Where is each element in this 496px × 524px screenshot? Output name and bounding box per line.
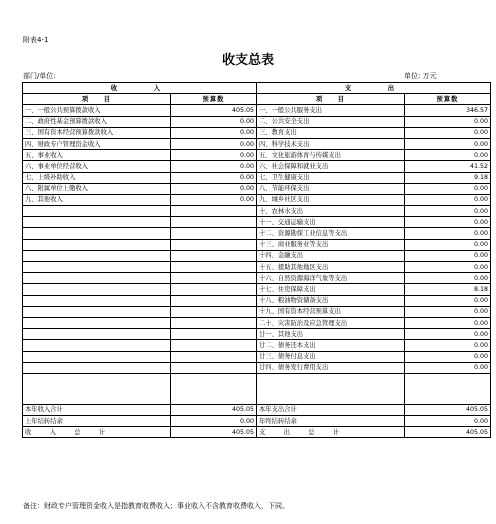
expense-item-cell: 十一、交通运输支出 bbox=[257, 217, 405, 228]
income-item-cell bbox=[23, 239, 171, 250]
summary-right-item: 年终结转结余 bbox=[257, 416, 405, 427]
summary-row bbox=[23, 427, 491, 438]
expense-value-cell: 0.00 bbox=[405, 206, 491, 217]
table-row bbox=[23, 228, 491, 239]
blank-row bbox=[23, 373, 491, 404]
income-item-cell: 四、财政专户管理资金收入 bbox=[23, 138, 171, 149]
income-value-cell: 405.05 bbox=[171, 105, 257, 116]
income-item-cell bbox=[23, 317, 171, 328]
expense-item-cell: 廿四、债务发行费用支出 bbox=[257, 362, 405, 373]
expense-value-cell: 0.00 bbox=[405, 317, 491, 328]
attachment-label: 附表4-1 bbox=[23, 36, 49, 44]
expense-value-cell: 0.00 bbox=[405, 351, 491, 362]
expense-value-cell: 0.00 bbox=[405, 217, 491, 228]
expense-item-cell: 十四、金融支出 bbox=[257, 250, 405, 261]
expense-item-cell: 六、社会保障和就业支出 bbox=[257, 161, 405, 172]
expense-value-cell: 0.00 bbox=[405, 150, 491, 161]
footnote: 备注：财政专户管理资金收入是指教育收费收入；事业收入不含教育收费收入，下同。 bbox=[23, 502, 289, 510]
income-item-cell: 八、附属单位上缴收入 bbox=[23, 183, 171, 194]
expense-item-cell: 廿一、其他支出 bbox=[257, 329, 405, 340]
expense-value-cell: 0.00 bbox=[405, 262, 491, 273]
table-row bbox=[23, 127, 491, 138]
expense-item-cell: 九、城乡社区支出 bbox=[257, 194, 405, 205]
table-row bbox=[23, 262, 491, 273]
expense-value-cell: 0.00 bbox=[405, 250, 491, 261]
income-item-cell: 一、一般公共预算拨款收入 bbox=[23, 105, 171, 116]
table-row bbox=[23, 183, 491, 194]
income-value-cell: 0.00 bbox=[171, 138, 257, 149]
income-item-cell bbox=[23, 262, 171, 273]
blank-cell bbox=[257, 373, 405, 404]
income-item-cell bbox=[23, 306, 171, 317]
table-row bbox=[23, 239, 491, 250]
expense-value-cell: 0.00 bbox=[405, 329, 491, 340]
table-row bbox=[23, 194, 491, 205]
table-row bbox=[23, 273, 491, 284]
income-item-cell: 九、其他收入 bbox=[23, 194, 171, 205]
income-value-cell bbox=[171, 273, 257, 284]
table-row bbox=[23, 116, 491, 127]
summary-left-item: 上年结转结余 bbox=[23, 416, 171, 427]
income-item-cell: 三、国有资本经营预算拨款收入 bbox=[23, 127, 171, 138]
income-item-cell bbox=[23, 362, 171, 373]
income-value-cell: 0.00 bbox=[171, 150, 257, 161]
table-row bbox=[23, 206, 491, 217]
income-item-cell bbox=[23, 340, 171, 351]
income-value-cell bbox=[171, 295, 257, 306]
income-value-cell bbox=[171, 250, 257, 261]
blank-cell bbox=[405, 373, 491, 404]
table-row bbox=[23, 284, 491, 295]
summary-left-item: 收 入 总 计 bbox=[23, 427, 171, 438]
expense-value-cell: 0.00 bbox=[405, 194, 491, 205]
expense-item-cell: 一、一般公共服务支出 bbox=[257, 105, 405, 116]
summary-right-item: 支 出 总 计 bbox=[257, 427, 405, 438]
income-section-header: 收 入 bbox=[23, 83, 257, 94]
income-item-cell bbox=[23, 273, 171, 284]
expense-item-cell: 十八、粮油物资储备支出 bbox=[257, 295, 405, 306]
income-item-cell bbox=[23, 206, 171, 217]
income-item-cell bbox=[23, 295, 171, 306]
expense-value-cell: 0.00 bbox=[405, 228, 491, 239]
table-row bbox=[23, 351, 491, 362]
blank-cell bbox=[23, 373, 171, 404]
income-value-cell bbox=[171, 262, 257, 273]
income-value-cell bbox=[171, 340, 257, 351]
summary-row bbox=[23, 404, 491, 415]
table-row bbox=[23, 340, 491, 351]
expense-item-cell: 四、科学技术支出 bbox=[257, 138, 405, 149]
table-row bbox=[23, 362, 491, 373]
table-row bbox=[23, 217, 491, 228]
income-value-cell: 0.00 bbox=[171, 161, 257, 172]
expense-value-cell: 0.00 bbox=[405, 295, 491, 306]
summary-row bbox=[23, 416, 491, 427]
expense-value-cell: 0.00 bbox=[405, 138, 491, 149]
income-value-cell bbox=[171, 317, 257, 328]
income-value-cell bbox=[171, 239, 257, 250]
table-row bbox=[23, 250, 491, 261]
unit-label: 单位: 万元 bbox=[404, 72, 437, 80]
expense-item-cell: 五、文化旅游体育与传媒支出 bbox=[257, 150, 405, 161]
expense-value-cell: 41.52 bbox=[405, 161, 491, 172]
income-value-cell bbox=[171, 284, 257, 295]
table-row bbox=[23, 295, 491, 306]
expense-item-cell: 十六、自然资源海洋气象等支出 bbox=[257, 273, 405, 284]
income-item-cell: 二、政府性基金预算拨款收入 bbox=[23, 116, 171, 127]
income-item-cell: 六、事业单位经营收入 bbox=[23, 161, 171, 172]
expense-item-cell: 十九、国有资本经营预算支出 bbox=[257, 306, 405, 317]
expense-item-cell: 十五、援助其他地区支出 bbox=[257, 262, 405, 273]
expense-value-cell: 0.00 bbox=[405, 340, 491, 351]
income-value-cell: 0.00 bbox=[171, 127, 257, 138]
summary-right-item: 本年支出合计 bbox=[257, 404, 405, 415]
expense-item-cell: 三、教育支出 bbox=[257, 127, 405, 138]
table-row bbox=[23, 161, 491, 172]
summary-left-value: 405.05 bbox=[171, 404, 257, 415]
budget-summary-table bbox=[22, 82, 491, 438]
table-row bbox=[23, 172, 491, 183]
table-row bbox=[23, 138, 491, 149]
table-row bbox=[23, 329, 491, 340]
income-value-cell: 0.00 bbox=[171, 116, 257, 127]
income-item-cell bbox=[23, 329, 171, 340]
income-value-cell bbox=[171, 351, 257, 362]
income-item-cell bbox=[23, 284, 171, 295]
table-row bbox=[23, 306, 491, 317]
expense-value-cell: 346.57 bbox=[405, 105, 491, 116]
summary-right-value: 0.00 bbox=[405, 416, 491, 427]
expense-value-cell: 0.00 bbox=[405, 183, 491, 194]
expense-value-cell: 0.00 bbox=[405, 362, 491, 373]
income-item-cell: 七、上级补助收入 bbox=[23, 172, 171, 183]
page-title: 收支总表 bbox=[221, 53, 274, 68]
department-label: 部门/单位: bbox=[23, 72, 56, 80]
income-value-cell: 0.00 bbox=[171, 183, 257, 194]
column-header-row bbox=[23, 94, 491, 105]
expense-item-cell: 十七、住房保障支出 bbox=[257, 284, 405, 295]
expense-value-cell: 0.00 bbox=[405, 273, 491, 284]
section-header-row bbox=[23, 83, 491, 94]
income-item-cell bbox=[23, 250, 171, 261]
expense-item-cell: 八、节能环保支出 bbox=[257, 183, 405, 194]
income-item-cell bbox=[23, 217, 171, 228]
income-value-cell: 0.00 bbox=[171, 172, 257, 183]
summary-right-value: 405.05 bbox=[405, 404, 491, 415]
expense-item-cell: 十、农林水支出 bbox=[257, 206, 405, 217]
expense-section-header: 支 出 bbox=[257, 83, 491, 94]
expense-item-cell: 十二、资源勘探工业信息等支出 bbox=[257, 228, 405, 239]
income-item-cell bbox=[23, 351, 171, 362]
income-value-cell bbox=[171, 362, 257, 373]
expense-budget-header: 预算数 bbox=[405, 94, 491, 105]
summary-left-value: 405.05 bbox=[171, 427, 257, 438]
table-row bbox=[23, 105, 491, 116]
income-item-cell bbox=[23, 228, 171, 239]
expense-value-cell: 0.00 bbox=[405, 306, 491, 317]
income-item-cell: 五、事业收入 bbox=[23, 150, 171, 161]
expense-item-header: 项 目 bbox=[257, 94, 405, 105]
income-item-header: 项 目 bbox=[23, 94, 171, 105]
table-row bbox=[23, 317, 491, 328]
income-value-cell: 0.00 bbox=[171, 194, 257, 205]
income-value-cell bbox=[171, 217, 257, 228]
income-value-cell bbox=[171, 329, 257, 340]
expense-value-cell: 0.00 bbox=[405, 116, 491, 127]
summary-left-value: 0.00 bbox=[171, 416, 257, 427]
expense-item-cell: 二十、灾害防治及应急管理支出 bbox=[257, 317, 405, 328]
expense-item-cell: 廿三、债务付息支出 bbox=[257, 351, 405, 362]
summary-left-item: 本年收入合计 bbox=[23, 404, 171, 415]
expense-value-cell: 8.18 bbox=[405, 284, 491, 295]
expense-item-cell: 廿二、债务还本支出 bbox=[257, 340, 405, 351]
expense-value-cell: 9.18 bbox=[405, 172, 491, 183]
income-value-cell bbox=[171, 228, 257, 239]
expense-value-cell: 0.00 bbox=[405, 127, 491, 138]
blank-cell bbox=[171, 373, 257, 404]
expense-value-cell: 0.00 bbox=[405, 239, 491, 250]
income-value-cell bbox=[171, 206, 257, 217]
expense-item-cell: 七、卫生健康支出 bbox=[257, 172, 405, 183]
summary-right-value: 405.05 bbox=[405, 427, 491, 438]
expense-item-cell: 十三、商业服务业等支出 bbox=[257, 239, 405, 250]
table-body bbox=[23, 83, 491, 438]
income-value-cell bbox=[171, 306, 257, 317]
table-row bbox=[23, 150, 491, 161]
expense-item-cell: 二、公共安全支出 bbox=[257, 116, 405, 127]
income-budget-header: 预算数 bbox=[171, 94, 257, 105]
